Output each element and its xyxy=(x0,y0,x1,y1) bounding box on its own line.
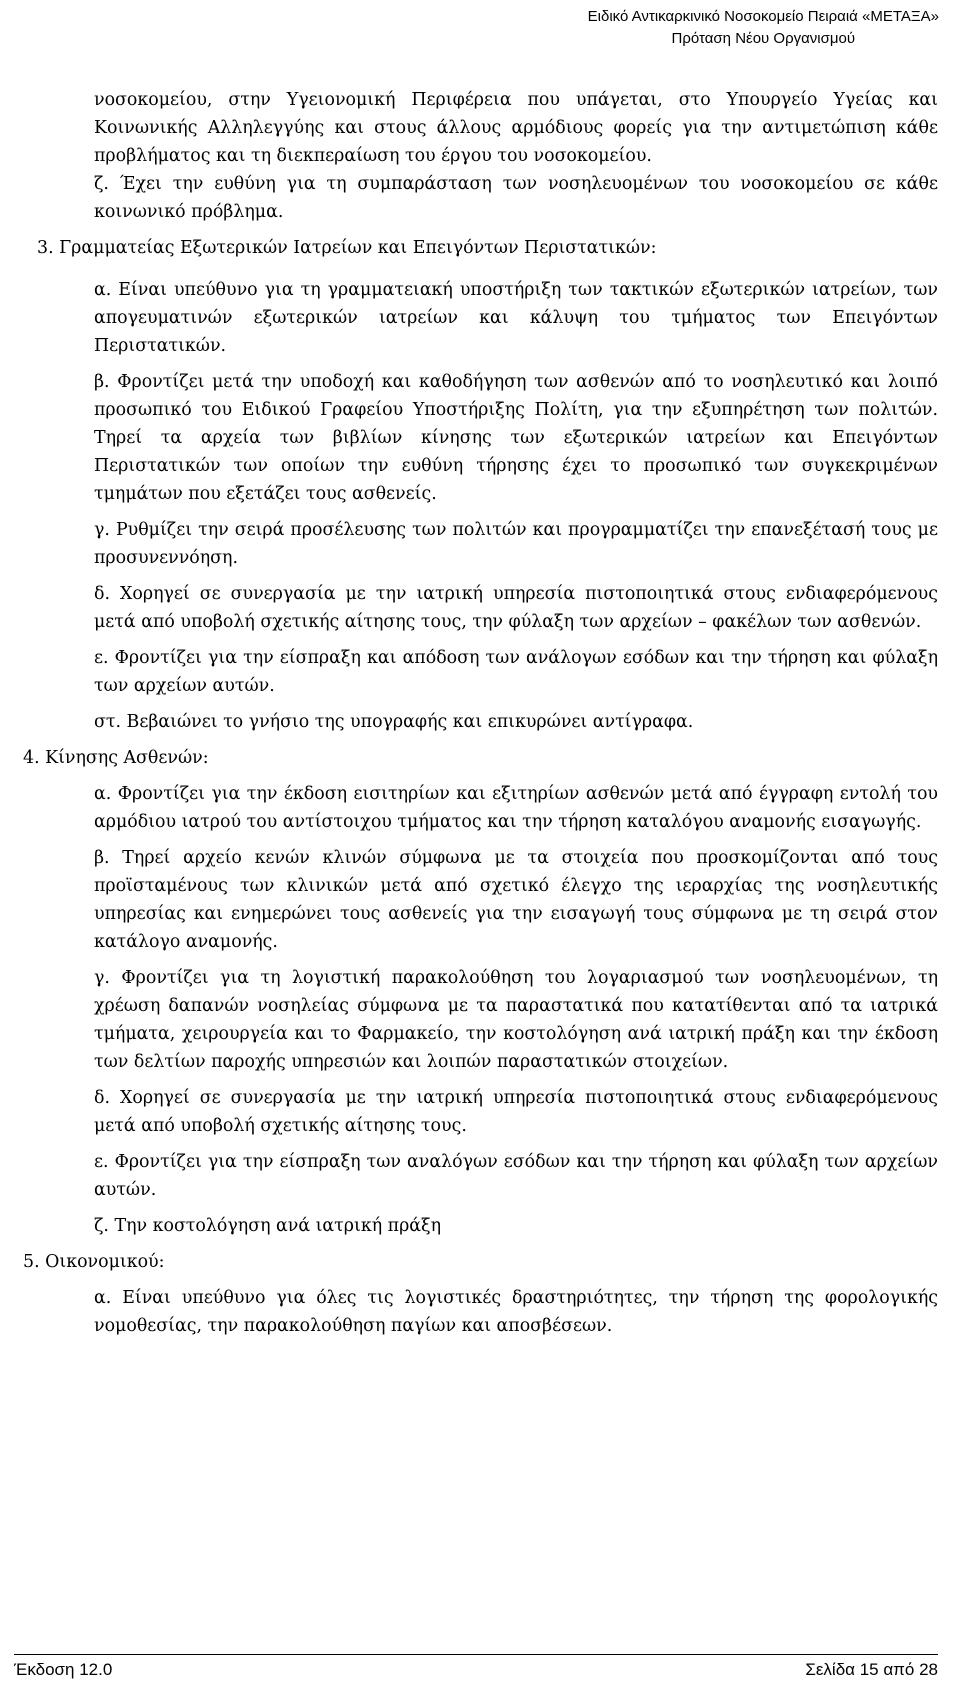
section-3-item: δ. Χορηγεί σε συνεργασία με την ιατρική υπηρεσία πιστοποιητικά στους ενδιαφερόμενους μετά από υποβολή σχετικής αίτησης τους, την φύλαξη των αρχείων – φακέλων των ασθενών. xyxy=(94,584,938,632)
section-4-item: γ. Φροντίζει για τη λογιστική παρακολούθηση του λογαριασμού των νοσηλευομένων, τη χρέωση δαπανών νοσηλείας σύμφωνα με τα παραστατικά που κατατίθενται από τα ιατρικά τμήματα, χειρουργεία και το Φαρμακείο, την κοστολόγηση ανά ιατρική πράξη και την έκδοση των δελτίων παροχής υπηρεσιών και λοιπών παραστατικών στοιχείων. xyxy=(94,968,938,1072)
section-3-item: ε. Φροντίζει για την είσπραξη και απόδοση των ανάλογων εσόδων και την τήρηση και φύλαξη των αρχείων αυτών. xyxy=(94,648,938,696)
section-4-item: α. Φροντίζει για την έκδοση εισιτηρίων και εξιτηρίων ασθενών μετά από έγγραφη εντολή του αρμόδιου ιατρού του αντίστοιχου τμήματος και την τήρηση καταλόγου αναμονής εισαγωγής. xyxy=(94,784,938,832)
footer-page-number: Σελίδα 15 από 28 xyxy=(805,1660,938,1679)
section-3-heading: 3. Γραμματείας Εξωτερικών Ιατρείων και Επειγόντων Περιστατικών: xyxy=(37,238,657,258)
page-header xyxy=(588,6,939,50)
page-footer xyxy=(14,1654,938,1682)
header-hospital-name: Ειδικό Αντικαρκινικό Νοσοκομείο Πειραιά «ΜΕΤΑΞΑ» xyxy=(587,8,939,25)
section-5-item: α. Είναι υπεύθυνο για όλες τις λογιστικές δραστηριότητες, την τήρηση της φορολογικής νομοθεσίας, την παρακολούθηση παγίων και αποσβέσεων. xyxy=(94,1288,938,1336)
header-document-title: Πρόταση Νέου Οργανισμού xyxy=(671,30,856,47)
section-3-item: α. Είναι υπεύθυνο για τη γραμματειακή υποστήριξη των τακτικών εξωτερικών ιατρείων, των απογευματινών εξωτερικών ιατρείων και κάλυψη του τμήματος των Επειγόντων Περιστατικών. xyxy=(94,280,938,356)
continuation-paragraph: νοσοκομείου, στην Υγειονομική Περιφέρεια που υπάγεται, στο Υπουργείο Υγείας και Κοινωνικής Αλληλεγγύης και στους άλλους αρμόδιους φορείς για την αντιμετώπιση κάθε προβλήματος και τη διεκπεραίωση του έργου του νοσοκομείου. xyxy=(94,90,938,166)
list-item-zeta: ζ. Έχει την ευθύνη για τη συμπαράσταση των νοσηλευομένων του νοσοκομείου σε κάθε κοινωνικό πρόβλημα. xyxy=(94,174,938,222)
document-body xyxy=(0,86,960,1340)
section-4-item: β. Τηρεί αρχείο κενών κλινών σύμφωνα με τα στοιχεία που προσκομίζονται από τους προϊσταμένους των κλινικών μετά από σχετικό έλεγχο της ιεραρχίας της νοσηλευτικής υπηρεσίας και ενημερώνει τους ασθενείς για την εισαγωγή τους σύμφωνα με τη σειρά στον κατάλογο αναμονής. xyxy=(94,848,938,952)
section-3-item: γ. Ρυθμίζει την σειρά προσέλευσης των πολιτών και προγραμματίζει την επανεξέτασή τους με προσυνεννόηση. xyxy=(94,520,938,568)
section-4-item: δ. Χορηγεί σε συνεργασία με την ιατρική υπηρεσία πιστοποιητικά στους ενδιαφερόμενους μετά από υποβολή σχετικής αίτησης τους. xyxy=(94,1088,938,1136)
section-3-item: β. Φροντίζει μετά την υποδοχή και καθοδήγηση των ασθενών από το νοσηλευτικό και λοιπό προσωπικό του Ειδικού Γραφείου Υποστήριξης Πολίτη, για την εξυπηρέτηση των πολιτών. Τηρεί τα αρχεία των βιβλίων κίνησης των εξωτερικών ιατρείων και Επειγόντων Περιστατικών των οποίων την ευθύνη τήρησης έχει το προσωπικό των συγκεκριμένων τμημάτων που εξετάζει τους ασθενείς. xyxy=(94,372,938,504)
section-4-heading: 4. Κίνησης Ασθενών: xyxy=(23,748,209,768)
footer-version: Έκδοση 12.0 xyxy=(14,1660,113,1679)
section-3-item: στ. Βεβαιώνει το γνήσιο της υπογραφής και επικυρώνει αντίγραφα. xyxy=(94,712,694,732)
section-4-item: ζ. Την κοστολόγηση ανά ιατρική πράξη xyxy=(94,1216,442,1236)
section-5-heading: 5. Οικονομικού: xyxy=(23,1252,165,1272)
section-4-item: ε. Φροντίζει για την είσπραξη των αναλόγων εσόδων και την τήρηση και φύλαξη των αρχείων αυτών. xyxy=(94,1152,938,1200)
